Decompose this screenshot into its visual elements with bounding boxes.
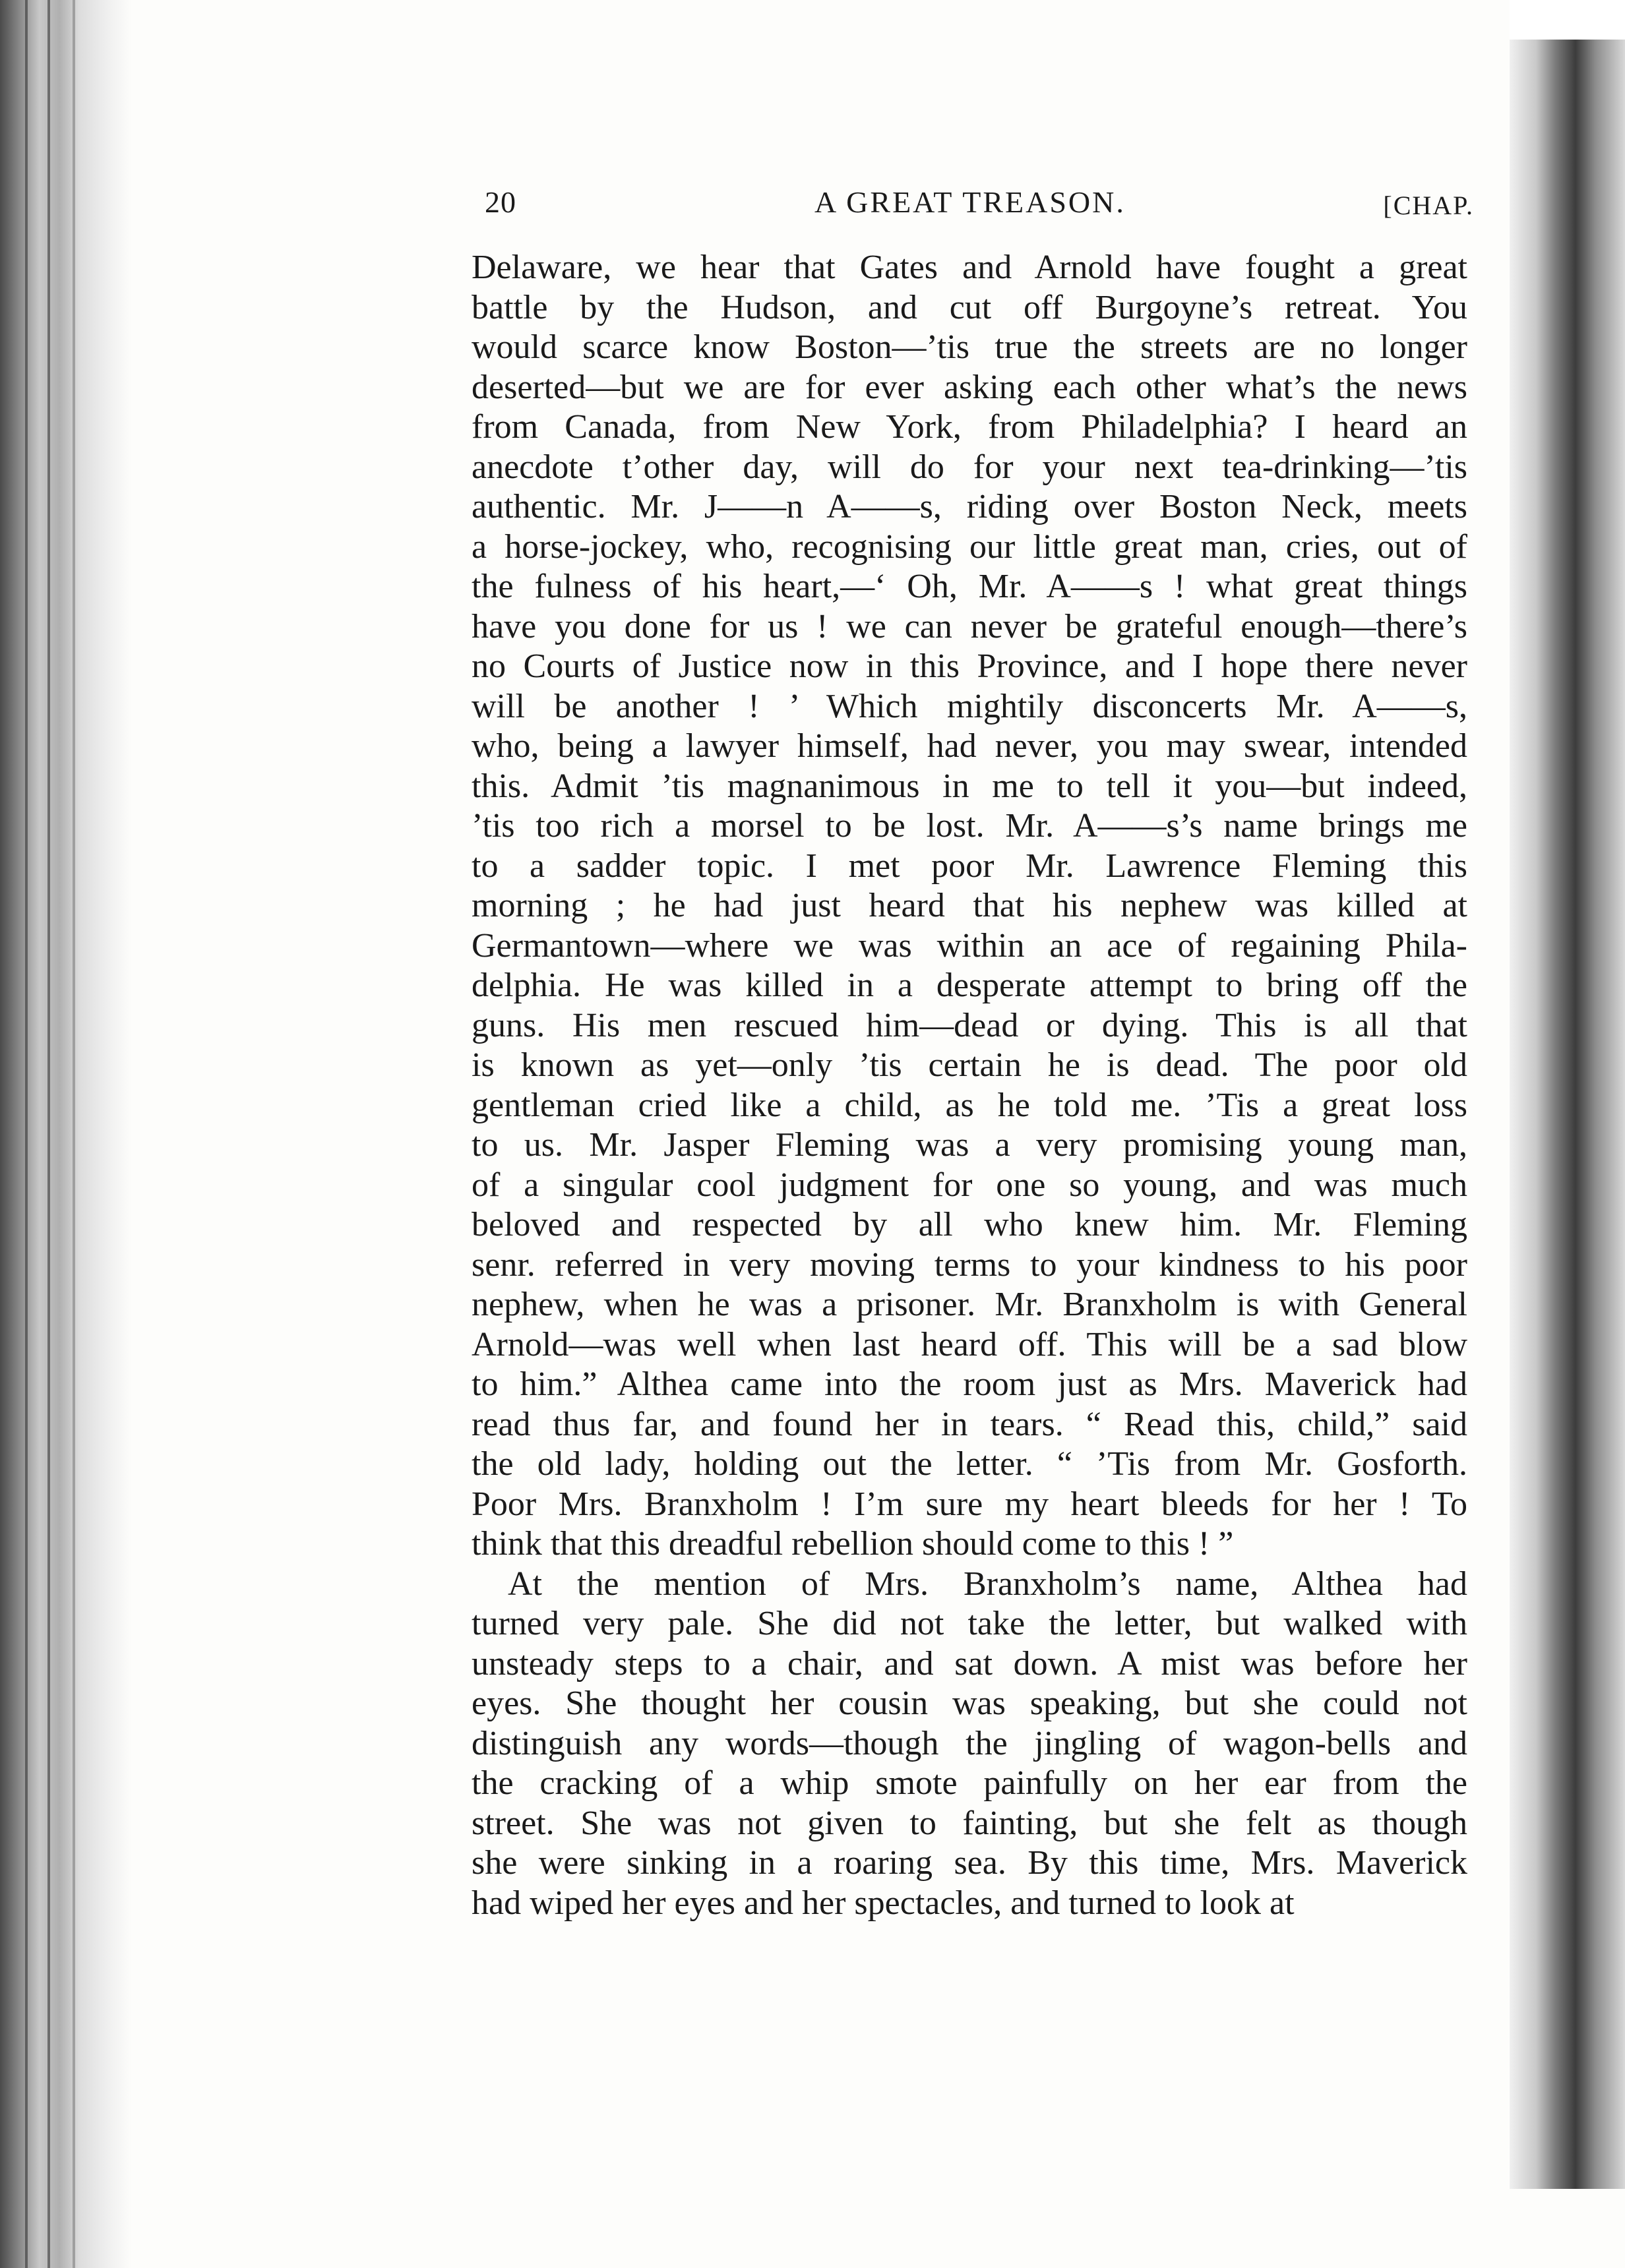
text-line: have you done for us ! we can never be grateful enough—there’s (472, 607, 1467, 645)
body-text (472, 248, 1467, 1923)
running-title: A GREAT TREASON. (814, 185, 1126, 219)
text-line: authentic. Mr. J——n A——s, riding over Boston Neck, meets (472, 488, 1467, 525)
text-line: is known as yet—only ’tis certain he is dead. The poor old (472, 1046, 1467, 1084)
page-number: 20 (485, 185, 516, 219)
text-line: Poor Mrs. Branxholm ! I’m sure my heart bleeds for her ! To (472, 1485, 1467, 1523)
text-line: Germantown—where we was within an ace of regaining Phila- (472, 926, 1467, 965)
text-line: eyes. She thought her cousin was speaking, but she could not (472, 1685, 1467, 1722)
text-line: turned very pale. She did not take the letter, but walked with (472, 1605, 1467, 1642)
binding-gutter (0, 0, 132, 2268)
text-line: who, being a lawyer himself, had never, you may swear, intended (472, 727, 1467, 765)
text-line: ’tis too rich a morsel to be lost. Mr. A——s’s name brings me (472, 807, 1467, 845)
text-line: she were sinking in a roaring sea. By this time, Mrs. Maverick (472, 1844, 1467, 1882)
text-line: nephew, when he was a prisoner. Mr. Branxholm is with General (472, 1286, 1467, 1323)
text-line: delphia. He was killed in a desperate attempt to bring off the (472, 967, 1467, 1004)
text-line: senr. referred in very moving terms to your kindness to his poor (472, 1245, 1467, 1284)
text-line: guns. His men rescued him—dead or dying. This is all that (472, 1006, 1467, 1044)
text-line: the fulness of his heart,—‘ Oh, Mr. A——s ! what great things (472, 568, 1467, 605)
page-edge-shadow (1510, 40, 1625, 2189)
text-line: read thus far, and found her in tears. “ Read this, child,” said (472, 1405, 1467, 1443)
text-line: to a sadder topic. I met poor Mr. Lawrence Fleming this (472, 847, 1467, 885)
text-line: will be another ! ’ Which mightily disconcerts Mr. A——s, (472, 687, 1467, 725)
text-line: unsteady steps to a chair, and sat down. A mist was before her (472, 1644, 1467, 1683)
text-line: anecdote t’other day, will do for your next tea-drinking—’tis (472, 448, 1467, 486)
text-line: street. She was not given to fainting, but she felt as though (472, 1804, 1467, 1842)
text-line: no Courts of Justice now in this Province, and I hope there never (472, 647, 1467, 685)
text-line: At the mention of Mrs. Branxholm’s name, Althea had (508, 1565, 1467, 1603)
text-line: from Canada, from New York, from Philadelphia? I heard an (472, 408, 1467, 446)
text-line: a horse-jockey, who, recognising our little great man, cries, out of (472, 527, 1467, 566)
text-line: of a singular cool judgment for one so young, and was much (472, 1166, 1467, 1204)
text-line: battle by the Hudson, and cut off Burgoyne’s retreat. You (472, 288, 1467, 326)
text-line: morning ; he had just heard that his nephew was killed at (472, 887, 1467, 924)
text-line: Delaware, we hear that Gates and Arnold have fought a great (472, 249, 1467, 286)
text-line: this. Admit ’tis magnanimous in me to tell it you—but indeed, (472, 767, 1467, 805)
text-line: the old lady, holding out the letter. “ ’Tis from Mr. Gosforth. (472, 1445, 1467, 1483)
text-line: deserted—but we are for ever asking each other what’s the news (472, 368, 1467, 406)
text-line: to him.” Althea came into the room just as Mrs. Maverick had (472, 1365, 1467, 1403)
text-line: the cracking of a whip smote painfully on her ear from the (472, 1764, 1467, 1802)
text-line: Arnold—was well when last heard off. This will be a sad blow (472, 1325, 1467, 1363)
text-line: distinguish any words—though the jingling of wagon-bells and (472, 1724, 1467, 1762)
book-page (472, 185, 1474, 1923)
text-line: to us. Mr. Jasper Fleming was a very promising young man, (472, 1126, 1467, 1164)
text-line: would scarce know Boston—’tis true the streets are no longer (472, 328, 1467, 366)
chapter-label: [CHAP. (1383, 191, 1474, 220)
running-head (472, 185, 1474, 231)
text-line: beloved and respected by all who knew him. Mr. Fleming (472, 1206, 1467, 1243)
text-line: had wiped her eyes and her spectacles, and turned to look at (472, 1884, 1295, 1922)
page-edge-top (1510, 0, 1625, 40)
text-line: think that this dreadful rebellion should come to this ! ” (472, 1525, 1234, 1563)
text-line: gentleman cried like a child, as he told me. ’Tis a great loss (472, 1086, 1467, 1124)
